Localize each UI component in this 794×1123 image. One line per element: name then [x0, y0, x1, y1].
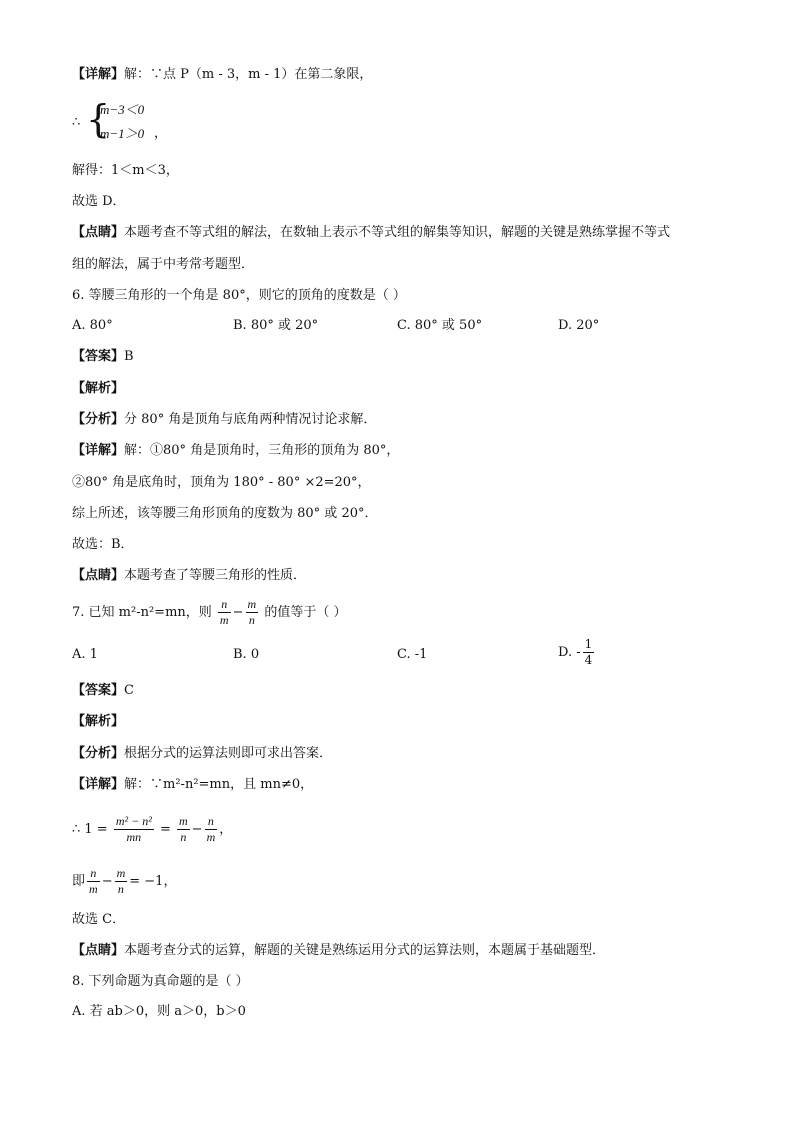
fraction-m2-minus-n2-over-mn: $\frac{\text{m² − n²}}{mn}$ [115, 814, 152, 844]
fraction-n-over-m: $\frac{n}{m}$ [89, 866, 98, 896]
q7-fenxi-line [72, 745, 332, 763]
q6-detail-line-3: 综上所述，该等腰三角形顶角的度数为 80° 或 20°． [72, 506, 378, 521]
therefore-symbol: ∴ [72, 115, 81, 130]
q7-remark-line [72, 942, 605, 960]
fenxi-text: 分 80° 角是顶角与底角两种情况讨论求解． [124, 412, 377, 427]
detail-text: 解：∵点 P（m - 3，m - 1）在第二象限， [124, 67, 373, 82]
q7-detail-line-1 [72, 776, 313, 794]
q7-option-b: B. 0 [233, 647, 260, 662]
q7-option-a: A. 1 [72, 647, 98, 662]
q6-analysis-tag: 【解析】 [72, 381, 125, 396]
q6-option-d: D. 20° [558, 318, 600, 333]
q6-option-a: A. 80° [72, 318, 113, 333]
remark-tag: 【点睛】 [72, 225, 125, 240]
remark-text: 本题考查不等式组的解法，在数轴上表示不等式组的解集等知识，解题的关键是熟练掌握不等式 [124, 225, 671, 240]
q7-option-d: D. - $\frac{1}{4}$ [558, 637, 593, 667]
minus-sign: − [232, 605, 244, 620]
q6-remark-line [72, 567, 306, 585]
system-line-1: m−3＜0 [100, 102, 145, 117]
fenxi-text: 根据分式的运算法则即可求出答案． [124, 746, 333, 761]
q5-detail-line [72, 66, 372, 84]
remark-text: 本题考查了等腰三角形的性质． [124, 568, 307, 583]
q7-analysis-tag: 【解析】 [72, 714, 125, 729]
detail-tag: 【详解】 [72, 777, 125, 792]
q5-solve-line: 解得：1＜m＜3， [72, 163, 179, 178]
fraction-n-over-m: $\frac{n}{m}$ [219, 597, 229, 627]
q7-equation-1: ∴ 1 = $\frac{\text{m² − n²}}{mn}$ = $\frac{m}{n}$ − $\frac{n}{m}$ ， [72, 814, 233, 844]
q6-detail-line-1 [72, 442, 399, 460]
q7-stem-suffix: 的值等于（ ） [264, 605, 347, 620]
remark-tag: 【点睛】 [72, 568, 125, 583]
q6-detail-line-2: ②80° 角是底角时，顶角为 180° - 80° ×2=20°， [72, 475, 371, 490]
q8-option-a: A. 若 ab＞0，则 a＞0，b＞0 [72, 1004, 246, 1019]
q7-answer-line [72, 682, 134, 700]
q7-choose-line: 故选 C． [72, 912, 126, 927]
detail-text: 解：∵m²-n²=mn，且 mn≠0， [124, 777, 314, 792]
q6-answer-line [72, 348, 134, 366]
fenxi-tag: 【分析】 [72, 412, 125, 427]
q7-stem [72, 596, 346, 630]
q7-stem-prefix: 7. 已知 m²-n²=mn，则 [72, 605, 212, 620]
fenxi-tag: 【分析】 [72, 746, 125, 761]
q6-option-c: C. 80° 或 50° [397, 318, 483, 333]
fraction-one-quarter: $\frac{1}{4}$ [584, 637, 593, 667]
detail-text: 解：①80° 角是顶角时，三角形的顶角为 80°， [124, 443, 400, 458]
q6-choose-line: 故选：B． [72, 537, 134, 552]
answer-value: B [124, 349, 134, 364]
system-brace: { [86, 97, 111, 141]
q6-fenxi-line [72, 411, 376, 429]
fraction-n-over-m: $\frac{n}{m}$ [206, 814, 216, 844]
fraction-m-over-n: $\frac{m}{n}$ [247, 597, 257, 627]
fraction-m-over-n: $\frac{m}{n}$ [116, 866, 126, 896]
q5-remark-line-1 [72, 224, 670, 242]
q8-stem: 8. 下列命题为真命题的是（ ） [72, 974, 249, 989]
q6-option-b: B. 80° 或 20° [233, 318, 319, 333]
answer-tag: 【答案】 [72, 683, 125, 698]
detail-tag: 【详解】 [72, 67, 125, 82]
answer-value: C [124, 683, 134, 698]
q7-equation-2: 即 $\frac{n}{m}$ − $\frac{m}{n}$ = −1， [72, 866, 177, 896]
system-line-2: m−1＞0 [100, 126, 145, 141]
q6-stem: 6. 等腰三角形的一个角是 80°，则它的顶角的度数是（ ） [72, 288, 406, 303]
system-comma: ， [154, 126, 168, 141]
q7-option-c: C. -1 [397, 647, 428, 662]
detail-tag: 【详解】 [72, 443, 125, 458]
answer-tag: 【答案】 [72, 349, 125, 364]
remark-tag: 【点睛】 [72, 943, 125, 958]
q5-remark-line-2: 组的解法，属于中考常考题型． [72, 257, 255, 272]
remark-text: 本题考查分式的运算，解题的关键是熟练运用分式的运算法则，本题属于基础题型． [124, 943, 606, 958]
fraction-m-over-n: $\frac{m}{n}$ [179, 814, 188, 844]
q5-choose-line: 故选 D． [72, 194, 126, 209]
